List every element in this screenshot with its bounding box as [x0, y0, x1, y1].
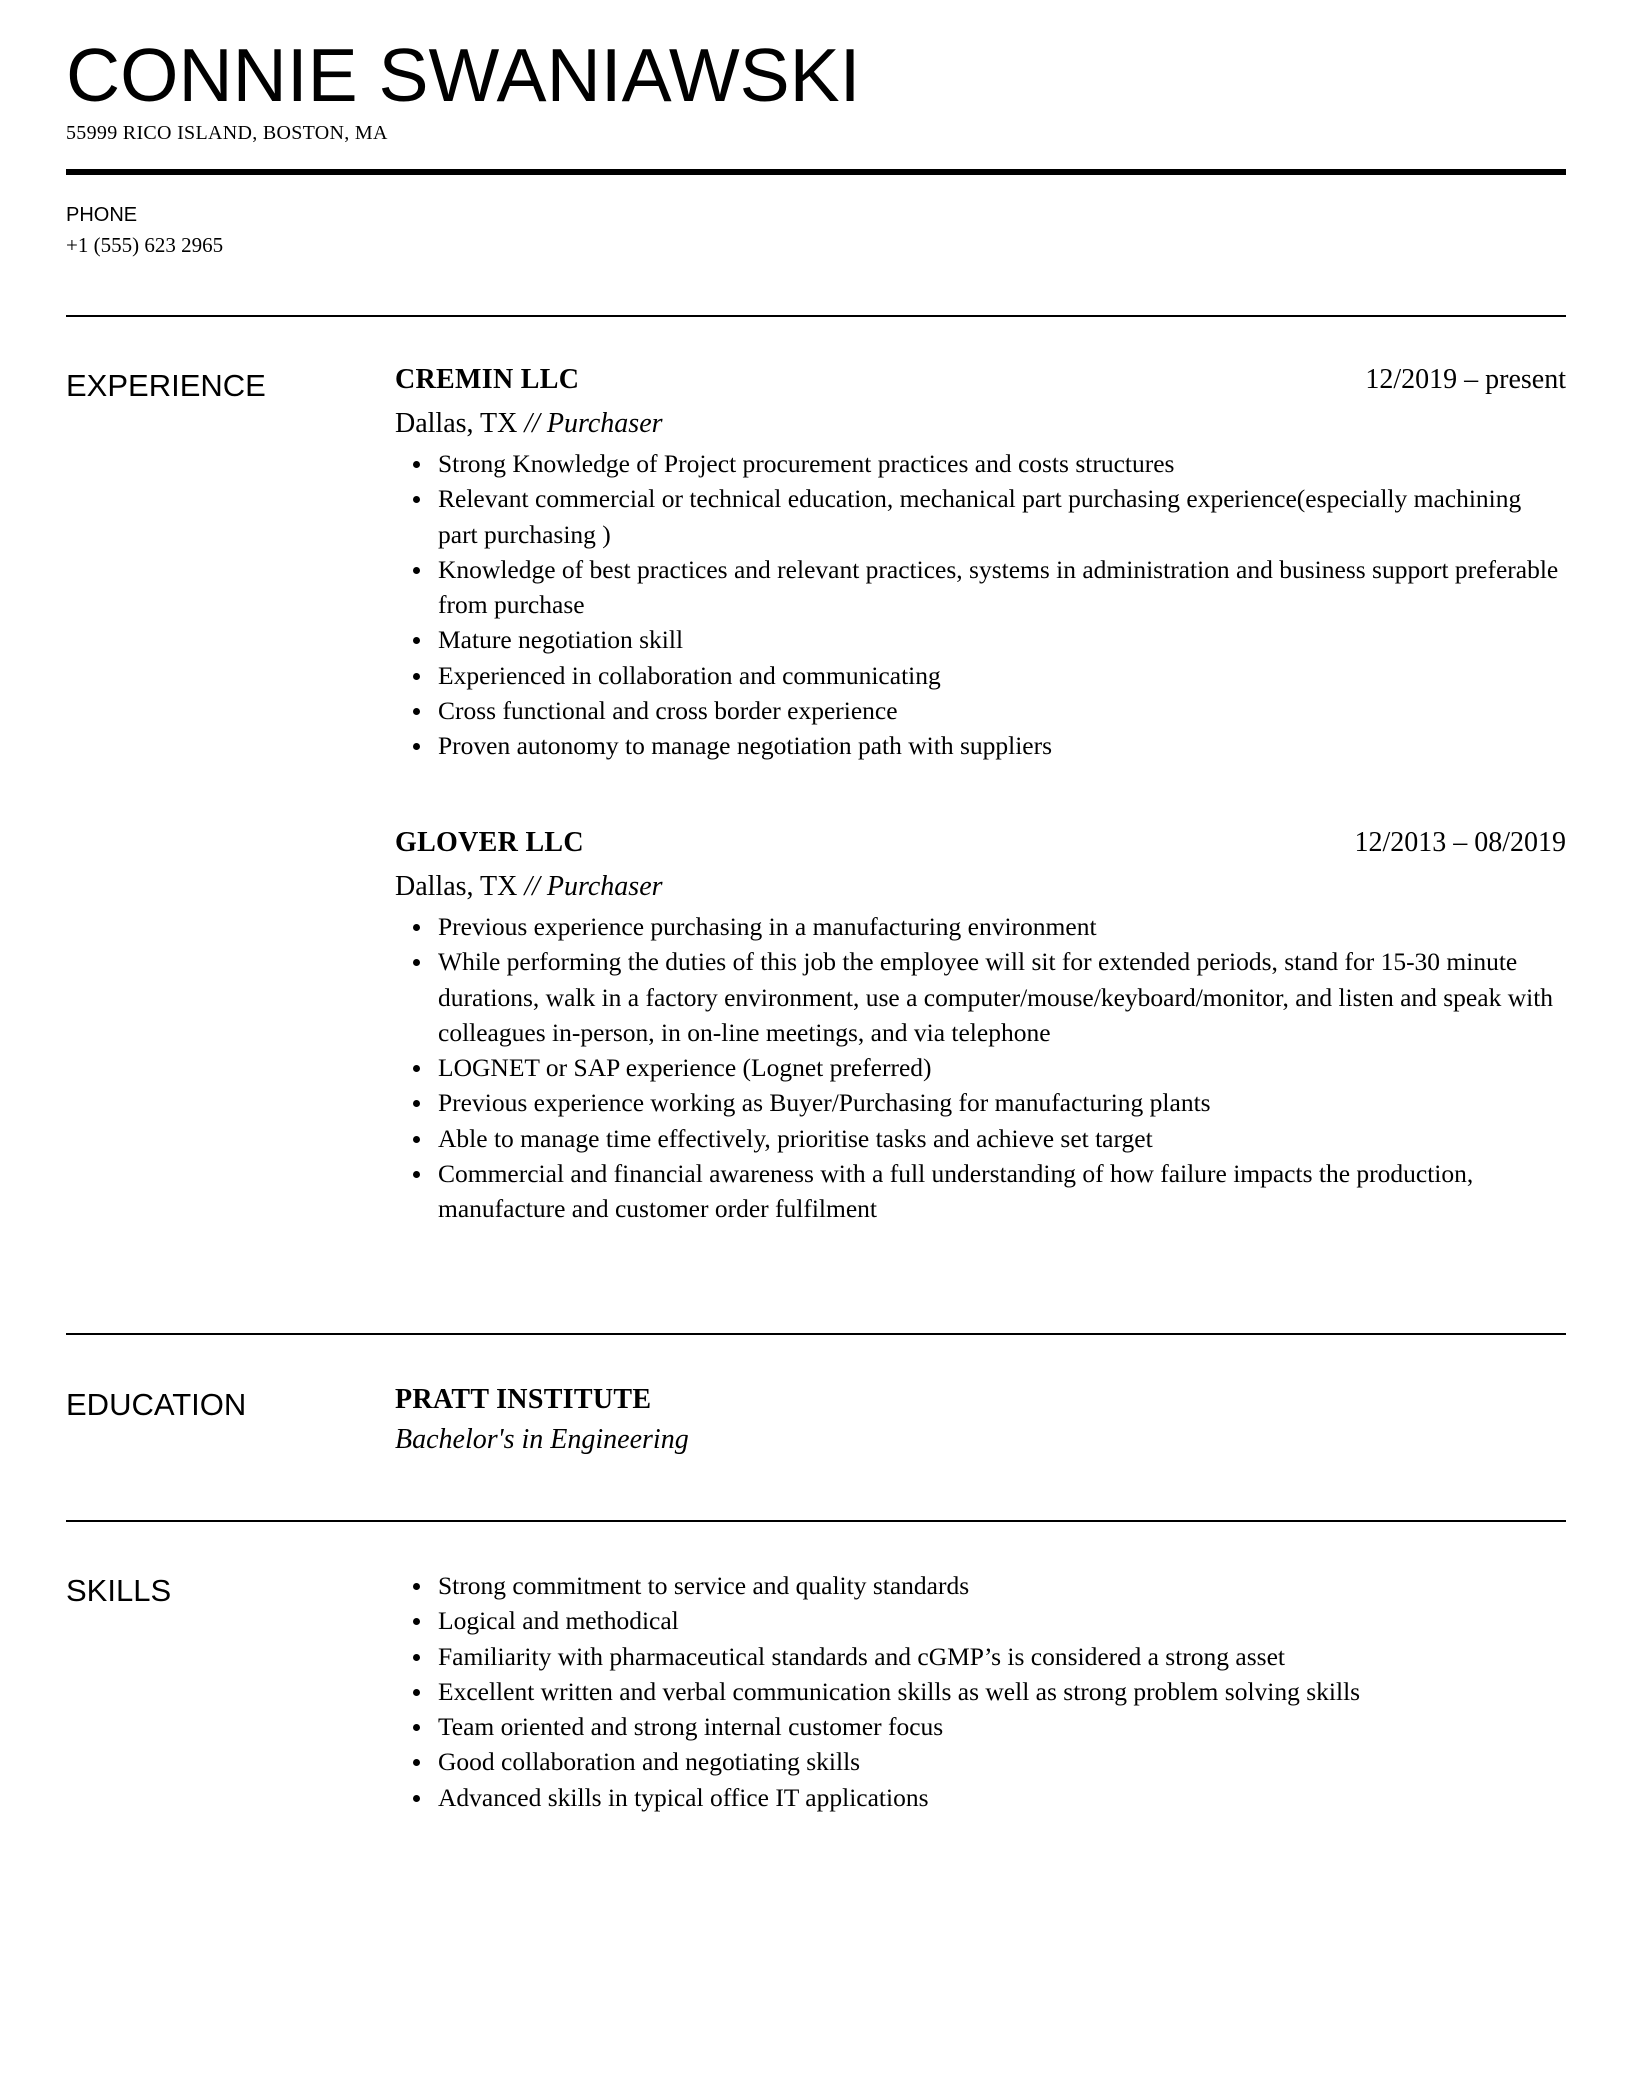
list-item: Experienced in collaboration and communicating	[438, 658, 1566, 693]
phone-number: +1 (555) 623 2965	[66, 233, 224, 257]
job-bullets	[395, 446, 1566, 764]
section-divider-skills	[66, 1520, 1566, 1522]
experience-heading: EXPERIENCE	[66, 368, 266, 403]
list-item: Previous experience purchasing in a manufacturing environment	[438, 909, 1566, 944]
job-location: Dallas, TX	[395, 871, 518, 902]
job-header	[395, 364, 1566, 404]
section-divider-education	[66, 1333, 1566, 1335]
list-item: Relevant commercial or technical education, mechanical part purchasing experience(especially machining part purchasing )	[438, 481, 1566, 552]
degree-name: Bachelor's in Engineering	[395, 1424, 689, 1455]
list-item: Team oriented and strong internal customer focus	[438, 1709, 1566, 1744]
candidate-name: CONNIE SWANIAWSKI	[66, 33, 861, 117]
list-item: LOGNET or SAP experience (Lognet preferred)	[438, 1050, 1566, 1085]
role-separator: //	[517, 871, 547, 902]
skills-list	[395, 1568, 1566, 1815]
company-name: CREMIN LLC	[395, 364, 580, 395]
job-entry	[395, 364, 1566, 764]
skills-column	[395, 1568, 1566, 1815]
list-item: Able to manage time effectively, prioritise tasks and achieve set target	[438, 1121, 1566, 1156]
skills-heading: SKILLS	[66, 1573, 172, 1608]
list-item: Good collaboration and negotiating skills	[438, 1744, 1566, 1779]
list-item: Advanced skills in typical office IT applications	[438, 1780, 1566, 1815]
list-item: Previous experience working as Buyer/Purchasing for manufacturing plants	[438, 1085, 1566, 1120]
job-location: Dallas, TX	[395, 408, 518, 439]
job-location-role	[395, 404, 1566, 444]
section-divider-experience	[66, 315, 1566, 317]
job-entry	[395, 827, 1566, 1227]
list-item: Strong Knowledge of Project procurement practices and costs structures	[438, 446, 1566, 481]
role-separator: //	[517, 408, 547, 439]
job-dates: 12/2013 – 08/2019	[1354, 827, 1566, 858]
list-item: Logical and methodical	[438, 1603, 1566, 1638]
school-name: PRATT INSTITUTE	[395, 1384, 652, 1415]
job-bullets	[395, 909, 1566, 1227]
education-heading: EDUCATION	[66, 1387, 247, 1422]
list-item: Knowledge of best practices and relevant practices, systems in administration and business support preferable from purchase	[438, 552, 1566, 623]
list-item: Strong commitment to service and quality standards	[438, 1568, 1566, 1603]
job-dates: 12/2019 – present	[1365, 364, 1566, 395]
list-item: While performing the duties of this job the employee will sit for extended periods, stand for 15-30 minute durations, walk in a factory environment, use a computer/mouse/keyboard/monitor, and listen and speak with colleagues in-person, in on-line meetings, and via telephone	[438, 944, 1566, 1050]
list-item: Proven autonomy to manage negotiation path with suppliers	[438, 728, 1566, 763]
job-role: Purchaser	[546, 408, 663, 439]
list-item: Familiarity with pharmaceutical standards and cGMP’s is considered a strong asset	[438, 1639, 1566, 1674]
list-item: Mature negotiation skill	[438, 622, 1566, 657]
list-item: Cross functional and cross border experience	[438, 693, 1566, 728]
candidate-address: 55999 RICO ISLAND, BOSTON, MA	[66, 122, 388, 144]
company-name: GLOVER LLC	[395, 827, 584, 858]
list-item: Commercial and financial awareness with a full understanding of how failure impacts the production, manufacture and customer order fulfilment	[438, 1156, 1566, 1227]
header-divider	[66, 169, 1566, 175]
list-item: Excellent written and verbal communication skills as well as strong problem solving skills	[438, 1674, 1566, 1709]
job-role: Purchaser	[546, 871, 663, 902]
phone-label: PHONE	[66, 204, 138, 226]
education-column	[395, 1380, 1566, 1460]
job-location-role	[395, 867, 1566, 907]
job-header	[395, 827, 1566, 867]
